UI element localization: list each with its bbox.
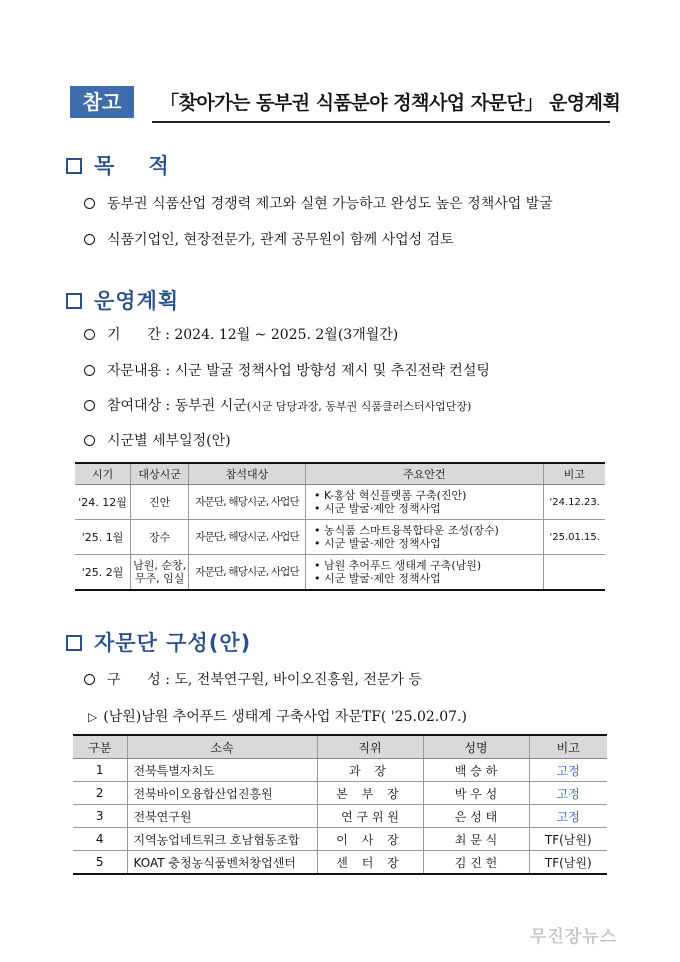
circle-bullet-icon <box>84 435 95 446</box>
schedule-header-row <box>75 463 605 485</box>
circle-bullet-icon <box>84 400 95 411</box>
schedule-header-cell: 비고 <box>543 463 605 485</box>
circle-bullet-icon <box>84 198 95 209</box>
schedule-period: '24. 12월 <box>75 485 131 520</box>
schedule-header-cell: 주요안건 <box>305 463 543 485</box>
member-name: 백 승 하 <box>423 759 529 782</box>
plan-period-text: 기 간 : 2024. 12월 ~ 2025. 2월(3개월간) <box>107 327 399 343</box>
schedule-period: '25. 1월 <box>75 520 131 555</box>
member-no: 1 <box>73 759 127 782</box>
circle-bullet-icon <box>84 234 95 245</box>
member-no: 4 <box>73 828 127 851</box>
plan-schedule-title-text: 시군별 세부일정(안) <box>107 433 231 449</box>
county-line: 남원, 순창, <box>133 559 187 572</box>
purpose-bullet-1 <box>84 193 553 213</box>
table-row <box>73 828 607 851</box>
plan-content <box>84 360 490 380</box>
triangle-right-icon: ▷ <box>88 710 98 724</box>
member-org: 전북바이오융합산업진흥원 <box>127 782 317 805</box>
member-name: 김 진 헌 <box>423 851 529 875</box>
members-header-cell: 구분 <box>73 735 127 759</box>
member-name: 은 성 태 <box>423 805 529 828</box>
member-org: 전북특별자치도 <box>127 759 317 782</box>
purpose-bullet-2-text: 식품기업인, 현장전문가, 관계 공무원이 함께 사업성 검토 <box>107 232 454 248</box>
member-note: TF(남원) <box>529 828 607 851</box>
section-purpose-text: 목 적 <box>94 154 170 178</box>
members-header-cell: 소속 <box>127 735 317 759</box>
table-row <box>75 555 605 591</box>
member-no: 2 <box>73 782 127 805</box>
agenda-item: • 시군 발굴·제안 정책사업 <box>313 572 441 585</box>
member-position: 센 터 장 <box>317 851 423 875</box>
member-note: 고정 <box>529 805 607 828</box>
schedule-header-cell: 대상시군 <box>131 463 189 485</box>
reference-badge: 참고 <box>70 86 134 118</box>
circle-bullet-icon <box>84 365 95 376</box>
agenda-item: • 시군 발굴·제안 정책사업 <box>313 502 441 515</box>
schedule-note: '24.12.23. <box>543 485 605 520</box>
member-note: 고정 <box>529 759 607 782</box>
document-title: 「찾아가는 동부권 식품분야 정책사업 자문단」 운영계획 <box>160 92 621 114</box>
schedule-agenda <box>305 485 543 520</box>
checkbox-square-icon <box>66 635 82 651</box>
schedule-county: 장수 <box>131 520 189 555</box>
schedule-attendees: 자문단, 해당시군, 사업단 <box>189 520 306 555</box>
section-purpose-heading <box>66 150 170 180</box>
member-position: 연 구 위 원 <box>317 805 423 828</box>
schedule-county <box>131 555 189 591</box>
table-row <box>73 759 607 782</box>
plan-target-detail: (시군 담당과장, 동부권 식품클러스터사업단장) <box>246 400 472 413</box>
schedule-period: '25. 2월 <box>75 555 131 591</box>
composition-sub-note <box>88 706 467 726</box>
section-plan-heading <box>66 285 179 315</box>
table-row <box>73 782 607 805</box>
section-plan-text: 운영계획 <box>94 289 180 313</box>
schedule-county: 진안 <box>131 485 189 520</box>
county-line: 무주, 임실 <box>134 572 185 585</box>
member-no: 3 <box>73 805 127 828</box>
plan-content-text: 자문내용 : 시군 발굴 정책사업 방향성 제시 및 추진전략 컨설팅 <box>107 363 490 379</box>
plan-target-text: 참여대상 : 동부권 시군 <box>107 398 247 414</box>
section-composition-heading <box>66 627 251 657</box>
section-composition-text: 자문단 구성(안) <box>94 631 252 655</box>
agenda-item: • 남원 추어푸드 생태계 구축(남원) <box>313 559 482 572</box>
member-org: KOAT 충청농식품벤처창업센터 <box>127 851 317 875</box>
checkbox-square-icon <box>66 293 82 309</box>
schedule-agenda <box>305 520 543 555</box>
table-row <box>75 520 605 555</box>
schedule-header-cell: 시기 <box>75 463 131 485</box>
schedule-agenda <box>305 555 543 591</box>
table-row <box>73 805 607 828</box>
member-note: TF(남원) <box>529 851 607 875</box>
member-no: 5 <box>73 851 127 875</box>
checkbox-square-icon <box>66 158 82 174</box>
schedule-table <box>75 462 605 591</box>
members-header-cell: 성명 <box>423 735 529 759</box>
watermark-logo: 무진장뉴스 <box>530 927 618 947</box>
purpose-bullet-1-text: 동부권 식품산업 경쟁력 제고와 실현 가능하고 완성도 높은 정책사업 발굴 <box>107 196 553 212</box>
circle-bullet-icon <box>84 674 95 685</box>
agenda-item: • 시군 발굴·제안 정책사업 <box>313 537 441 550</box>
table-row <box>75 485 605 520</box>
schedule-note <box>543 555 605 591</box>
schedule-note: '25.01.15. <box>543 520 605 555</box>
schedule-header-cell: 참석대상 <box>189 463 306 485</box>
plan-schedule-title <box>84 430 231 450</box>
composition-sub-note-text: (남원)남원 추어푸드 생태계 구축사업 자문TF( '25.02.07.) <box>103 709 467 725</box>
members-table <box>73 734 607 875</box>
table-row <box>73 851 607 875</box>
plan-period <box>84 324 398 344</box>
member-org: 지역농업네트워크 호남협동조합 <box>127 828 317 851</box>
member-position: 본 부 장 <box>317 782 423 805</box>
members-header-cell: 비고 <box>529 735 607 759</box>
member-position: 이 사 장 <box>317 828 423 851</box>
member-note: 고정 <box>529 782 607 805</box>
agenda-item: • K-홍삼 혁신플랫폼 구축(진안) <box>313 489 467 502</box>
members-header-cell: 직위 <box>317 735 423 759</box>
composition-bullet <box>84 669 422 689</box>
purpose-bullet-2 <box>84 229 454 249</box>
title-underline <box>152 121 610 123</box>
agenda-item: • 농식품 스마트융복합타운 조성(장수) <box>313 524 499 537</box>
member-position: 과 장 <box>317 759 423 782</box>
composition-bullet-text: 구 성 : 도, 전북연구원, 바이오진흥원, 전문가 등 <box>107 672 422 688</box>
plan-target <box>84 395 471 415</box>
members-header-row <box>73 735 607 759</box>
circle-bullet-icon <box>84 329 95 340</box>
schedule-attendees: 자문단, 해당시군, 사업단 <box>189 485 306 520</box>
member-name: 박 우 성 <box>423 782 529 805</box>
member-org: 전북연구원 <box>127 805 317 828</box>
member-name: 최 문 식 <box>423 828 529 851</box>
schedule-attendees: 자문단, 해당시군, 사업단 <box>189 555 306 591</box>
